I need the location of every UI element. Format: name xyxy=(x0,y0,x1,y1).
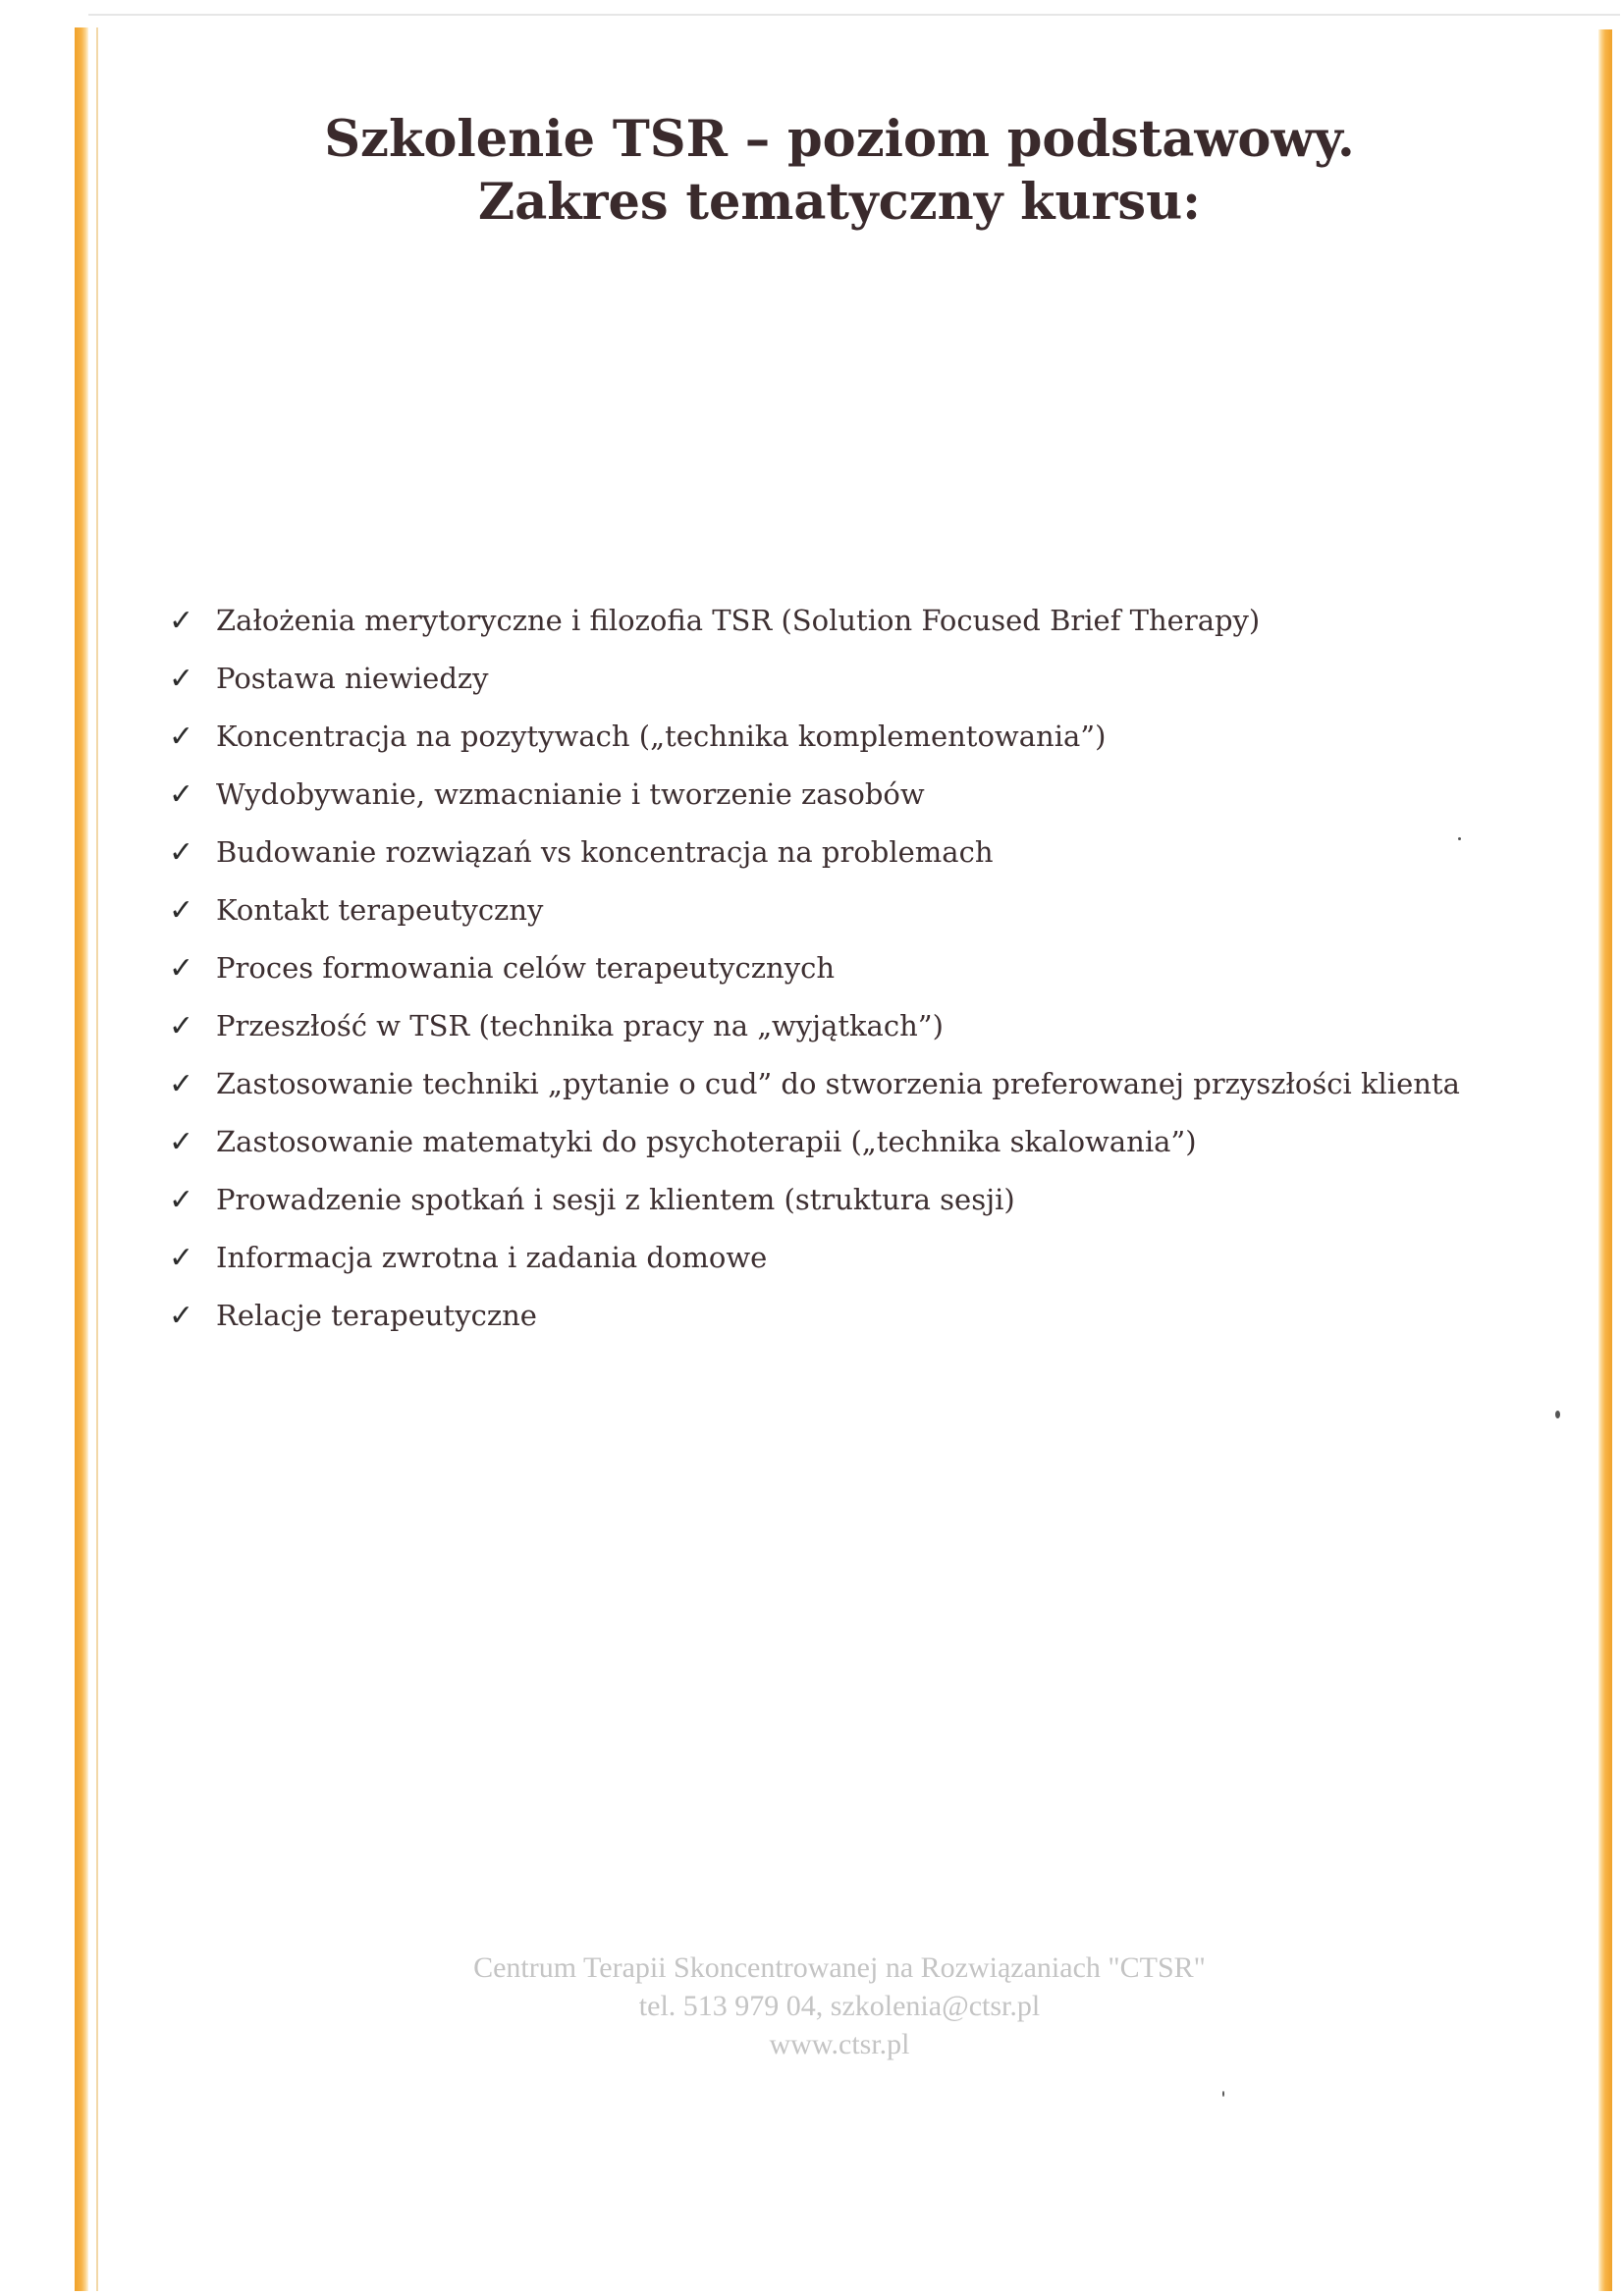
list-item xyxy=(169,1009,1460,1067)
list-item xyxy=(169,835,1460,893)
checkmark-icon: ✓ xyxy=(169,1009,194,1043)
scan-speck xyxy=(1222,2091,1224,2097)
top-scan-line xyxy=(88,14,1620,16)
scan-speck xyxy=(1458,837,1461,840)
topic-text: Informacja zwrotna i zadania domowe xyxy=(216,1241,768,1274)
list-item xyxy=(169,604,1460,662)
topic-text: Założenia merytoryczne i filozofia TSR (Solution Focused Brief Therapy) xyxy=(216,604,1261,637)
page-title xyxy=(0,108,1623,234)
scan-speck xyxy=(1555,1411,1560,1418)
list-item xyxy=(169,720,1460,777)
checkmark-icon: ✓ xyxy=(169,835,194,870)
topic-text: Kontakt terapeutyczny xyxy=(216,893,544,927)
topic-text: Koncentracja na pozytywach („technika komplementowania”) xyxy=(216,720,1107,753)
list-item xyxy=(169,662,1460,720)
checkmark-icon: ✓ xyxy=(169,777,194,812)
checkmark-icon: ✓ xyxy=(169,1183,194,1217)
topic-text: Wydobywanie, wzmacnianie i tworzenie zasobów xyxy=(216,777,925,811)
list-item xyxy=(169,893,1460,951)
topic-text: Przeszłość w TSR (technika pracy na „wyjątkach”) xyxy=(216,1009,944,1042)
topic-text: Prowadzenie spotkań i sesji z klientem (struktura sesji) xyxy=(216,1183,1015,1216)
footer-organization: Centrum Terapii Skoncentrowanej na Rozwiązaniach "CTSR" xyxy=(473,1951,1206,1984)
checkmark-icon: ✓ xyxy=(169,1299,194,1333)
checkmark-icon: ✓ xyxy=(169,604,194,638)
checkmark-icon: ✓ xyxy=(169,1241,194,1275)
list-item xyxy=(169,1067,1460,1125)
list-item xyxy=(169,951,1460,1009)
checkmark-icon: ✓ xyxy=(169,1125,194,1159)
footer-contact: tel. 513 979 04, szkolenia@ctsr.pl xyxy=(638,1990,1041,2022)
topic-text: Proces formowania celów terapeutycznych xyxy=(216,951,836,985)
list-item xyxy=(169,777,1460,835)
list-item xyxy=(169,1125,1460,1183)
topic-text: Postawa niewiedzy xyxy=(216,662,489,695)
title-line-1: Szkolenie TSR – poziom podstawowy. xyxy=(324,110,1355,169)
checkmark-icon: ✓ xyxy=(169,893,194,928)
list-item xyxy=(169,1183,1460,1241)
checkmark-icon: ✓ xyxy=(169,951,194,986)
list-item xyxy=(169,1299,1460,1357)
topic-text: Relacje terapeutyczne xyxy=(216,1299,537,1332)
checkmark-icon: ✓ xyxy=(169,720,194,754)
footer xyxy=(0,1949,1623,2063)
topic-text: Budowanie rozwiązań vs koncentracja na problemach xyxy=(216,835,994,869)
checkmark-icon: ✓ xyxy=(169,1067,194,1101)
checkmark-icon: ✓ xyxy=(169,662,194,696)
topic-text: Zastosowanie techniki „pytanie o cud” do stworzenia preferowanej przyszłości klienta xyxy=(216,1067,1460,1100)
title-line-2: Zakres tematyczny kursu: xyxy=(478,173,1201,232)
list-item xyxy=(169,1241,1460,1299)
footer-website: www.ctsr.pl xyxy=(769,2028,910,2060)
topics-list xyxy=(169,604,1460,1357)
topic-text: Zastosowanie matematyki do psychoterapii („technika skalowania”) xyxy=(216,1125,1197,1158)
